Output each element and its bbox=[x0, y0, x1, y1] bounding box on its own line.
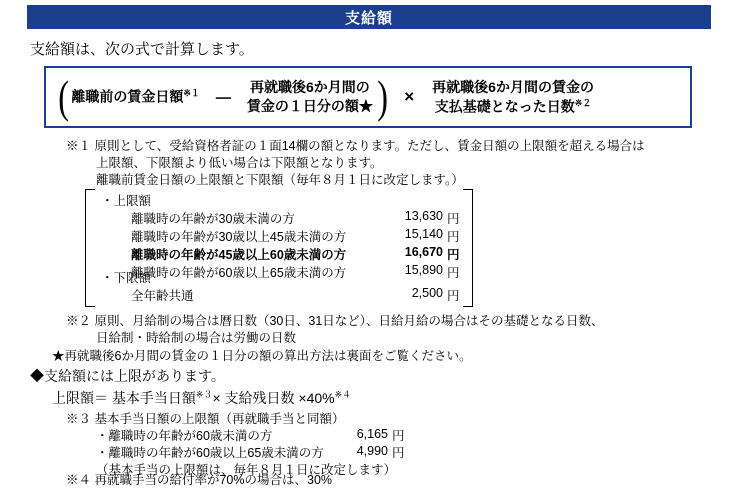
cap-formula-sup4: ※４ bbox=[334, 389, 352, 400]
lower-limit-row-label: 全年齢共通 bbox=[131, 289, 194, 303]
note-4: ※４ 再就職手当の給付率が70%の場合は、30% bbox=[66, 473, 333, 487]
formula-term-3 bbox=[432, 78, 594, 116]
right-brace-decoration bbox=[463, 189, 473, 307]
note-1-line-3: 離職前賃金日額の上限額と下限額（毎年８月１日に改定します。） bbox=[96, 173, 464, 187]
limit-row-amount-1: 15,140 bbox=[404, 227, 443, 241]
note-1-line-2: 上限額、下限額より低い場合は下限額となります。 bbox=[96, 156, 383, 170]
limit-amounts-group bbox=[85, 189, 475, 307]
note-3-heading: ※３ 基本手当日額の上限額（再就職手当と同額） bbox=[66, 412, 345, 426]
left-brace-decoration bbox=[85, 189, 95, 307]
lower-limit-row-unit: 円 bbox=[447, 289, 460, 303]
section-header-banner bbox=[27, 5, 711, 29]
right-paren-icon: ) bbox=[377, 71, 388, 122]
lower-limit-row-amount: 2,500 bbox=[411, 286, 443, 300]
formula-term-1 bbox=[71, 87, 200, 107]
minus-operator: － bbox=[213, 88, 233, 110]
note-3-row-label-1: ・離職時の年齢が60歳以上65歳未満の方 bbox=[96, 446, 324, 460]
note-3-row-unit-0: 円 bbox=[392, 429, 405, 443]
cap-formula-mid: × 支給残日数 ×40% bbox=[212, 390, 335, 406]
formula-term-2-line1: 再就職後6か月間の bbox=[249, 79, 370, 96]
cap-section-formula bbox=[52, 388, 351, 408]
formula-term-3-line2: 支払基礎となった日数 bbox=[434, 98, 575, 115]
cap-formula-sup3: ※３ bbox=[195, 389, 213, 400]
note-3-row-label-0: ・離職時の年齢が60歳未満の方 bbox=[96, 429, 273, 443]
note-1-line-1: ※１ 原則として、受給資格者証の１面14欄の額となります。ただし、賃金日額の上限額を超える場合は bbox=[66, 139, 645, 153]
limit-row-amount-2: 16,670 bbox=[404, 245, 443, 259]
formula-box bbox=[44, 66, 692, 128]
limit-row-label-0: 離職時の年齢が30歳未満の方 bbox=[131, 212, 295, 226]
note-2-line-2: 日給制・時給制の場合は労働の日数 bbox=[96, 331, 297, 345]
formula-term-1-label: 離職前の賃金日額 bbox=[71, 88, 184, 105]
page-title: 支給額 bbox=[344, 9, 393, 27]
times-operator: × bbox=[404, 87, 415, 106]
intro-text: 支給額は、次の式で計算します。 bbox=[30, 41, 254, 58]
note-3-row-unit-1: 円 bbox=[392, 446, 405, 460]
limit-row-unit-3: 円 bbox=[447, 266, 460, 280]
limit-row-unit-2: 円 bbox=[447, 248, 460, 262]
limit-row-unit-1: 円 bbox=[447, 230, 460, 244]
formula-term-2-line2: 賃金の１日分の額★ bbox=[246, 98, 373, 114]
note-3-row-amount-0: 6,165 bbox=[356, 427, 388, 441]
cap-section-heading: ◆支給額には上限があります。 bbox=[30, 368, 225, 384]
limit-row-amount-0: 13,630 bbox=[404, 209, 443, 223]
limit-row-amount-3: 15,890 bbox=[404, 263, 443, 277]
limit-row-label-3: 離職時の年齢が60歳以上65歳未満の方 bbox=[131, 266, 347, 280]
note-2-line-1: ※２ 原則、月給制の場合は暦日数（30日、31日など）、日給月給の場合はその基礎となる日数、 bbox=[66, 314, 604, 328]
cap-formula-lead: 上限額＝ 基本手当日額 bbox=[52, 390, 196, 406]
limit-row-label-1: 離職時の年齢が30歳以上45歳未満の方 bbox=[131, 230, 347, 244]
formula-term-3-superscript: ※２ bbox=[574, 97, 592, 108]
left-paren-icon: ( bbox=[58, 71, 70, 122]
limit-row-unit-0: 円 bbox=[447, 212, 460, 226]
star-note: ★再就職後6か月間の賃金の１日分の額の算出方法は裏面をご覧ください。 bbox=[52, 349, 472, 363]
note-3-tail: （基本手当の上限額は、毎年８月１日に改定します） bbox=[96, 463, 397, 477]
note-3-row-amount-1: 4,990 bbox=[356, 444, 388, 458]
formula-term-3-line1: 再就職後6か月間の賃金の bbox=[432, 78, 594, 95]
upper-limit-label: ・上限額 bbox=[101, 194, 152, 208]
lower-limit-label: ・下限額 bbox=[101, 271, 152, 285]
limit-row-label-2: 離職時の年齢が45歳以上60歳未満の方 bbox=[131, 248, 347, 262]
formula-term-2 bbox=[247, 78, 373, 116]
formula-term-1-superscript: ※１ bbox=[183, 88, 200, 99]
